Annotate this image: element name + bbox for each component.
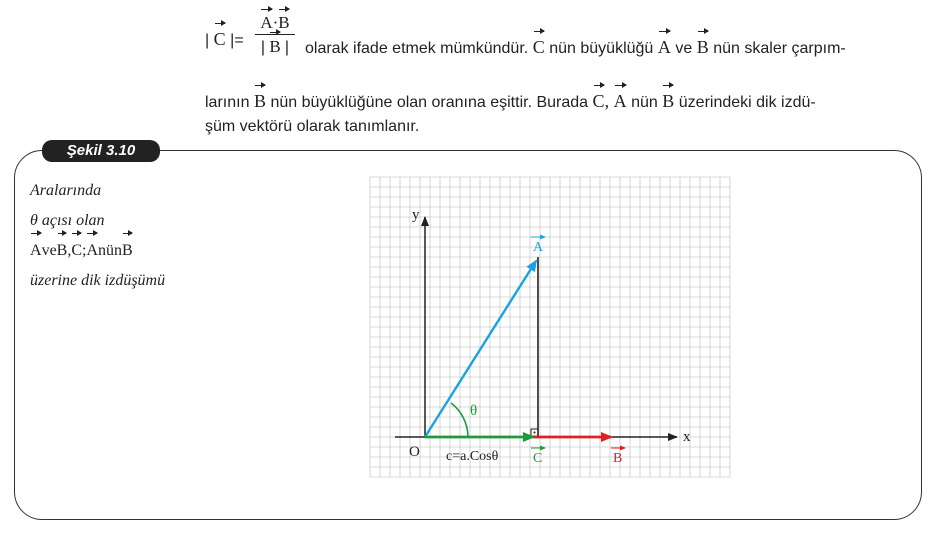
vector-a-symbol: A	[614, 88, 627, 114]
vector-c-symbol: C	[593, 88, 605, 114]
vector-b-symbol: B	[697, 34, 709, 60]
abs-bar-left: |	[205, 32, 210, 49]
formula-lhs	[205, 26, 244, 54]
vector-a-symbol: A	[260, 13, 273, 32]
grid-paper	[370, 177, 730, 477]
vector-b-symbol: B	[122, 236, 133, 266]
text-segment: olarak ifade etmek mümkündür.	[305, 40, 529, 57]
abs-bar-right: |	[284, 39, 290, 56]
formula-fraction	[253, 12, 297, 60]
figure-tag: Şekil 3.10	[42, 140, 160, 162]
line2-text	[205, 88, 816, 116]
vector-b-symbol: B	[662, 88, 674, 114]
text-segment: nün	[98, 242, 123, 259]
caption-line: θ açısı olan	[30, 212, 105, 229]
vector-c-symbol: C	[214, 26, 226, 52]
line1-text	[305, 34, 846, 62]
angle-arc	[451, 403, 468, 437]
caption-line: Aralarında	[30, 182, 102, 199]
vector-a-arrow	[425, 261, 536, 437]
vector-b-label: B	[613, 451, 623, 466]
x-axis-label: x	[683, 429, 691, 445]
y-axis-label: y	[412, 207, 420, 223]
text-segment: nün	[631, 94, 658, 111]
vector-c-symbol: C	[533, 34, 545, 60]
figure-caption	[30, 176, 200, 296]
text-segment: nün skaler çarpım-	[713, 40, 846, 57]
comma: ,	[67, 242, 72, 259]
vector-b-symbol: B	[254, 88, 266, 114]
projection-formula-label: c=a.Cosθ	[446, 449, 499, 464]
vector-a-label: A	[533, 240, 544, 255]
vector-c-label: C	[533, 451, 543, 466]
vector-b-symbol: B	[278, 13, 290, 32]
semicolon: ;	[82, 242, 87, 259]
text-segment: larının	[205, 94, 250, 111]
line3-text: şüm vektörü olarak tanımlanır.	[205, 118, 420, 135]
abs-bar-left: |	[260, 39, 266, 56]
origin-label: O	[409, 444, 420, 460]
text-segment: üzerindeki dik izdü-	[678, 94, 816, 111]
text-segment: ve	[41, 242, 57, 259]
vector-a-symbol: A	[30, 236, 42, 266]
vector-a-symbol: A	[86, 236, 98, 266]
angle-label: θ	[470, 403, 478, 419]
caption-line: üzerine dik izdüşümü	[30, 272, 166, 289]
text-segment: ve	[675, 40, 693, 57]
vector-b-symbol: B	[57, 236, 68, 266]
text-segment: nün büyüklüğüne olan oranına eşittir. Burada	[270, 94, 589, 111]
right-angle-dot	[534, 432, 536, 434]
abs-bar-right-equals: |=	[230, 32, 244, 49]
comma: ,	[604, 91, 610, 111]
vector-b-symbol: B	[269, 35, 280, 59]
dot-operator: ·	[272, 13, 279, 32]
vector-a-symbol: A	[658, 34, 671, 60]
vector-c-symbol: C	[71, 236, 82, 266]
caption-vectors-line	[30, 236, 200, 266]
text-segment: nün büyüklüğü	[549, 40, 654, 57]
fraction-denominator	[253, 35, 297, 60]
vector-projection-diagram	[365, 175, 745, 485]
